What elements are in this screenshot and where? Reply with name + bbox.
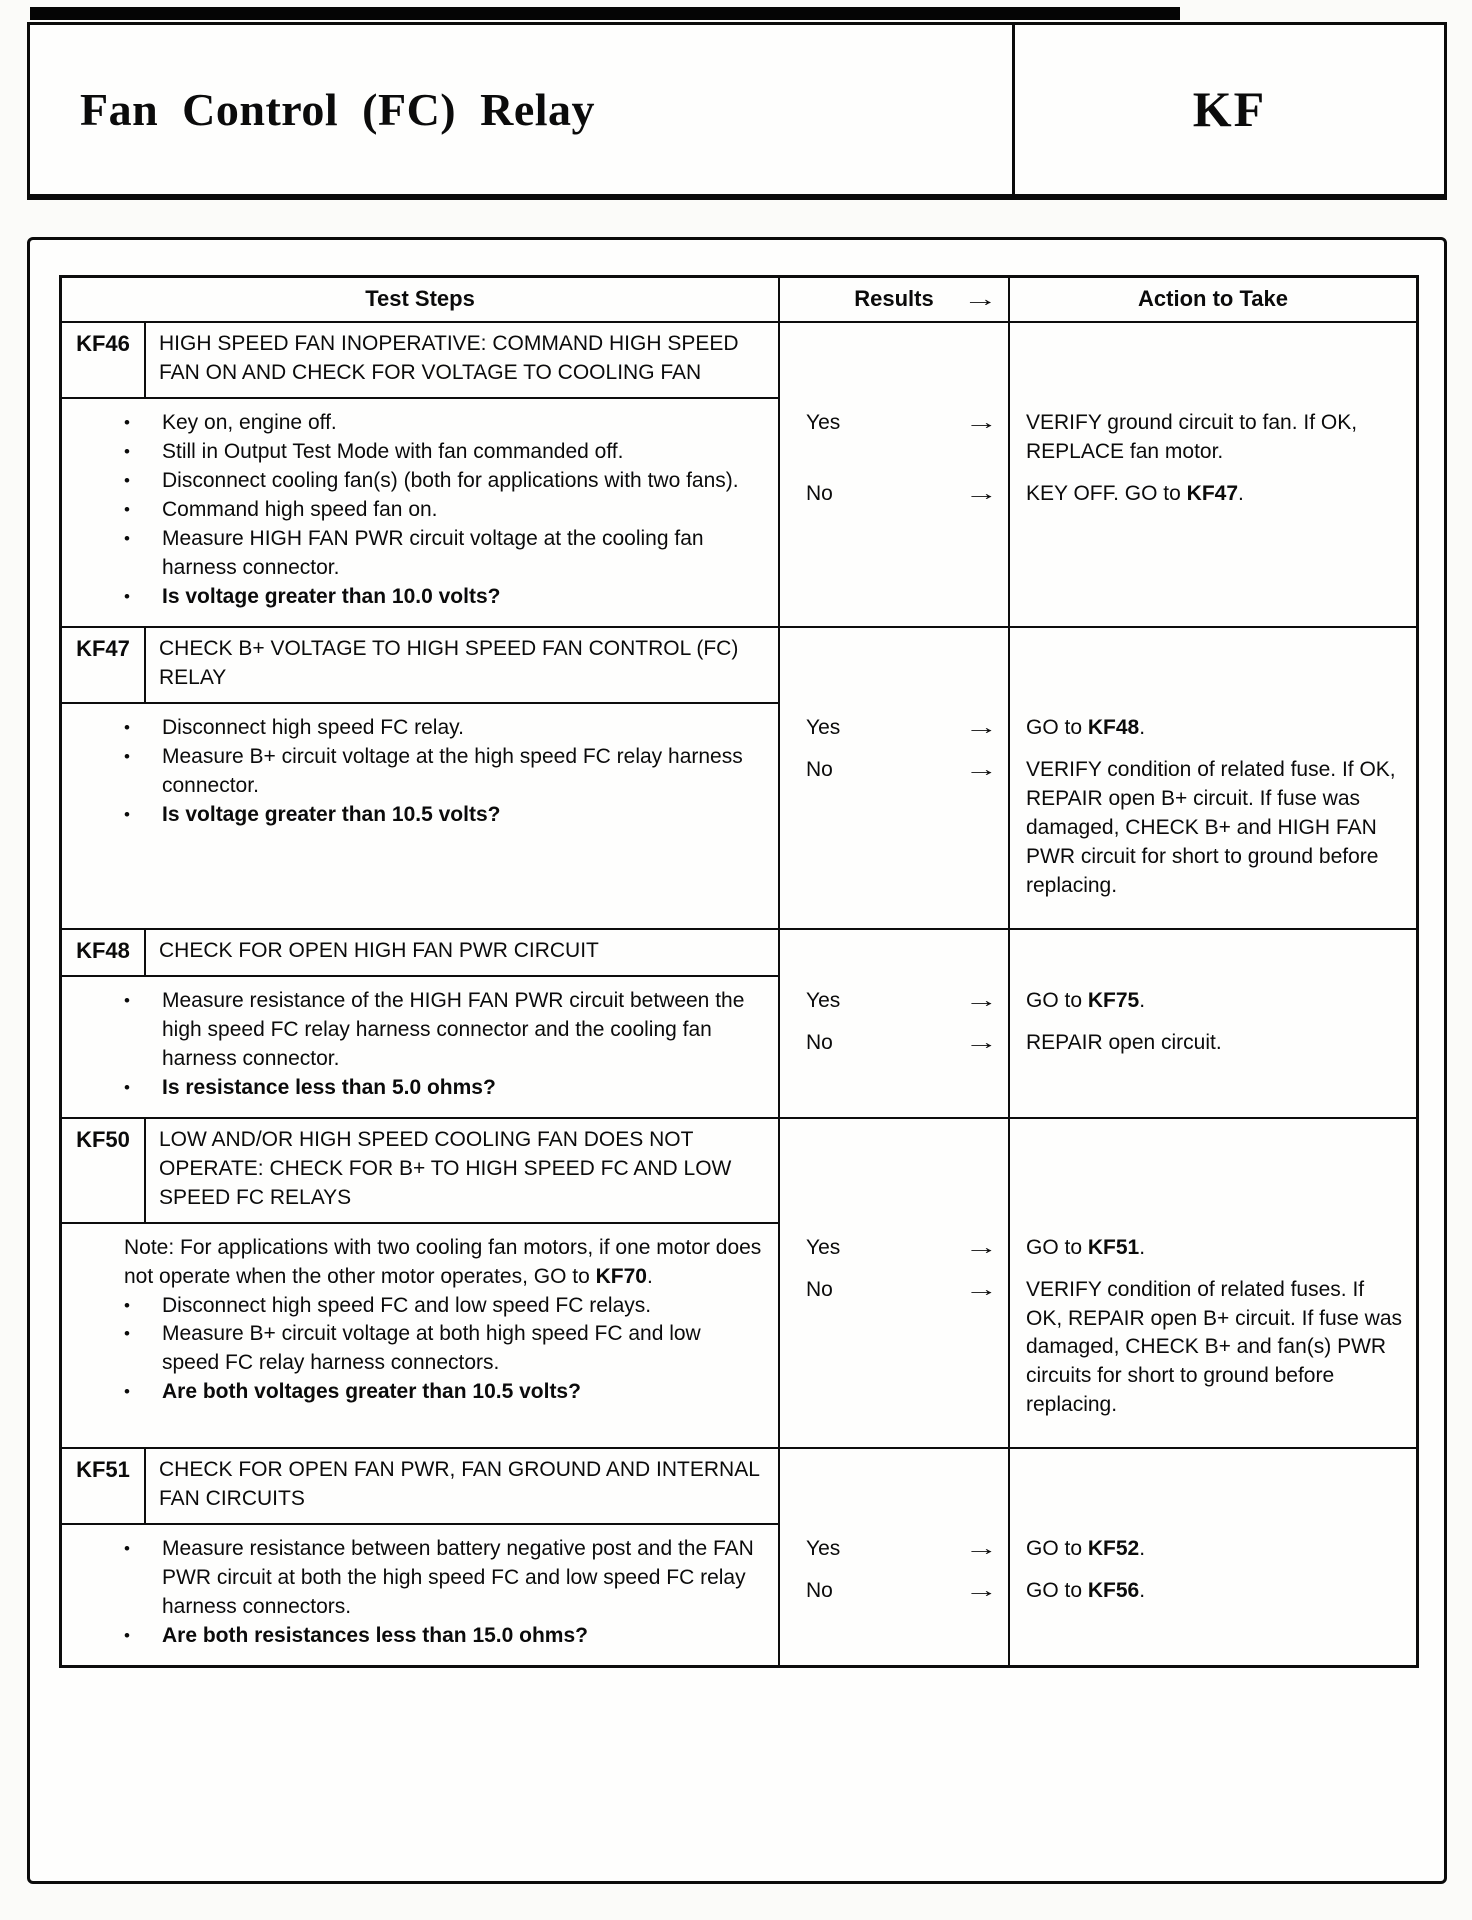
- outcome-row: [780, 987, 1416, 1016]
- text-segment: GO to: [1026, 1537, 1088, 1561]
- step-outcomes: [780, 977, 1416, 1117]
- text-segment: .: [1139, 716, 1146, 740]
- step-id: KF51: [62, 1449, 146, 1523]
- document-header: [27, 22, 1447, 200]
- bullet-icon: •: [124, 413, 130, 433]
- outcome-row: [780, 409, 1416, 467]
- result-arrow-icon: →: [964, 1277, 998, 1301]
- column-header-action: Action to Take: [1138, 286, 1288, 311]
- test-step-kf48: [62, 930, 1416, 1119]
- result-arrow-icon: →: [964, 1579, 998, 1603]
- outcome-row: [780, 1029, 1416, 1058]
- result-answer: Yes: [806, 411, 841, 435]
- result-arrow-icon: →: [964, 1030, 998, 1054]
- column-header-test-steps: Test Steps: [62, 278, 780, 321]
- action-cell: [1010, 714, 1416, 743]
- text-segment: GO to: [1026, 1579, 1088, 1603]
- action-cell: [1010, 1234, 1416, 1263]
- result-answer: Yes: [806, 1235, 841, 1259]
- text-segment: .: [1139, 1235, 1146, 1259]
- procedure-text: Still in Output Test Mode with fan commanded off.: [162, 440, 624, 464]
- procedure-text: Command high speed fan on.: [162, 498, 438, 522]
- text-segment: .: [1139, 1537, 1146, 1561]
- result-cell: [780, 409, 1010, 467]
- result-cell: [780, 756, 1010, 901]
- text-segment: VERIFY condition of related fuse. If OK, REPAIR open B+ circuit. If fuse was damaged, CHECK B+ and HIGH FAN PWR circuit for short to ground before replacing.: [1026, 757, 1396, 897]
- result-answer: No: [806, 1030, 833, 1054]
- procedure-text: Key on, engine off.: [162, 411, 337, 435]
- outcome-row: [780, 714, 1416, 743]
- bullet-icon: •: [124, 500, 130, 520]
- result-cell: [780, 1029, 1010, 1058]
- procedure-item: [124, 987, 762, 1074]
- bullet-icon: •: [124, 1295, 130, 1315]
- step-title-row: [62, 323, 780, 399]
- step-title-row: [62, 1119, 780, 1224]
- procedure-item: [124, 525, 762, 583]
- text-segment: KF51: [1087, 1235, 1140, 1259]
- procedure-item: [124, 743, 762, 801]
- text-segment: KF47: [1186, 482, 1239, 506]
- action-cell: [1010, 1577, 1416, 1606]
- test-step-kf46: [62, 323, 1416, 628]
- action-cell: [1010, 987, 1416, 1016]
- procedure-text: Measure resistance of the HIGH FAN PWR circuit between the high speed FC relay harness connector and the cooling fan harness connector.: [162, 988, 745, 1070]
- result-arrow-icon: →: [964, 988, 998, 1012]
- step-procedure: [62, 704, 780, 928]
- test-step-kf50: [62, 1119, 1416, 1450]
- diagnostic-table: [59, 275, 1419, 1668]
- step-procedure: [62, 1525, 780, 1665]
- results-arrow-icon: →: [962, 286, 998, 311]
- procedure-item: [124, 1074, 762, 1103]
- outcome-row: [780, 1535, 1416, 1564]
- text-segment: KF56: [1087, 1579, 1140, 1603]
- step-title: CHECK FOR OPEN HIGH FAN PWR CIRCUIT: [159, 938, 599, 962]
- procedure-text: Disconnect cooling fan(s) (both for applications with two fans).: [162, 469, 739, 493]
- result-answer: No: [806, 482, 833, 506]
- test-step-kf51: [62, 1449, 1416, 1665]
- bullet-icon: •: [124, 746, 130, 766]
- outcome-row: [780, 1234, 1416, 1263]
- result-arrow-icon: →: [964, 482, 998, 506]
- step-note: [124, 1234, 762, 1292]
- procedure-text: Is resistance less than 5.0 ohms?: [162, 1075, 496, 1099]
- document-title: Fan Control (FC) Relay: [80, 83, 596, 135]
- outcome-row: [780, 480, 1416, 509]
- procedure-text: Is voltage greater than 10.0 volts?: [162, 585, 501, 609]
- section-code-cell: [1015, 25, 1444, 194]
- section-code: KF: [1192, 81, 1267, 137]
- result-cell: [780, 1535, 1010, 1564]
- step-id: KF46: [62, 323, 146, 397]
- text-segment: VERIFY condition of related fuses. If OK, REPAIR open B+ circuit. If fuse was damaged, CHECK B+ and fan(s) PWR circuits for short to ground before replacing.: [1026, 1277, 1403, 1417]
- outcome-row: [780, 1276, 1416, 1421]
- column-header-results-label: Results: [854, 286, 934, 311]
- bullet-icon: •: [124, 1626, 130, 1646]
- procedure-item: [124, 438, 762, 467]
- bullet-icon: •: [124, 804, 130, 824]
- step-title-row: [62, 1449, 780, 1525]
- procedure-item: [124, 1320, 762, 1378]
- bullet-icon: •: [124, 1077, 130, 1097]
- text-segment: REPAIR open circuit.: [1026, 1030, 1222, 1054]
- result-cell: [780, 1234, 1010, 1263]
- column-header-results: [780, 278, 1010, 321]
- bullet-icon: •: [124, 442, 130, 462]
- step-outcomes: [780, 1525, 1416, 1665]
- bullet-icon: •: [124, 990, 130, 1010]
- text-segment: .: [1139, 988, 1146, 1012]
- pinpoint-test-box: [27, 237, 1447, 1884]
- step-title: CHECK B+ VOLTAGE TO HIGH SPEED FAN CONTROL (FC) RELAY: [159, 637, 739, 690]
- procedure-text: Measure B+ circuit voltage at the high speed FC relay harness connector.: [162, 744, 743, 797]
- procedure-text: Disconnect high speed FC relay.: [162, 716, 464, 740]
- result-answer: No: [806, 1277, 833, 1301]
- text-segment: VERIFY ground circuit to fan. If OK, REPLACE fan motor.: [1026, 411, 1358, 464]
- result-arrow-icon: →: [964, 757, 998, 781]
- procedure-item: [124, 1535, 762, 1622]
- text-segment: .: [1238, 482, 1244, 506]
- step-procedure: [62, 1224, 780, 1448]
- result-arrow-icon: →: [964, 716, 998, 740]
- step-title-row: [62, 930, 780, 977]
- bullet-icon: •: [124, 1324, 130, 1344]
- procedure-item: [124, 801, 762, 830]
- text-segment: Note: For applications with two cooling fan motors, if one motor does not operate when the other motor operates, GO to: [124, 1235, 762, 1288]
- step-id: KF50: [62, 1119, 146, 1222]
- procedure-item: [124, 496, 762, 525]
- result-cell: [780, 714, 1010, 743]
- text-segment: KF52: [1087, 1537, 1140, 1561]
- procedure-text: Are both resistances less than 15.0 ohms?: [162, 1624, 588, 1648]
- step-title: LOW AND/OR HIGH SPEED COOLING FAN DOES NOT OPERATE: CHECK FOR B+ TO HIGH SPEED FC AND LOW SPEED FC RELAYS: [159, 1127, 732, 1209]
- result-cell: [780, 1577, 1010, 1606]
- step-outcomes: [780, 704, 1416, 928]
- result-answer: Yes: [806, 988, 841, 1012]
- page-top-edge-bar: [30, 7, 1180, 20]
- action-cell: [1010, 480, 1416, 509]
- result-answer: No: [806, 1579, 833, 1603]
- procedure-item: [124, 409, 762, 438]
- bullet-icon: •: [124, 529, 130, 549]
- text-segment: .: [1139, 1579, 1146, 1603]
- bullet-icon: •: [124, 1539, 130, 1559]
- step-procedure: [62, 399, 780, 626]
- result-answer: Yes: [806, 716, 841, 740]
- result-arrow-icon: →: [964, 1235, 998, 1259]
- step-procedure: [62, 977, 780, 1117]
- action-cell: [1010, 756, 1416, 901]
- result-arrow-icon: →: [964, 411, 998, 435]
- procedure-item: [124, 1378, 762, 1407]
- bullet-icon: •: [124, 587, 130, 607]
- bullet-icon: •: [124, 471, 130, 491]
- result-answer: No: [806, 757, 833, 781]
- test-step-kf47: [62, 628, 1416, 930]
- procedure-text: Disconnect high speed FC and low speed FC relays.: [162, 1293, 652, 1317]
- action-cell: [1010, 409, 1416, 467]
- procedure-text: Is voltage greater than 10.5 volts?: [162, 802, 501, 826]
- text-segment: KEY OFF. GO to: [1026, 482, 1187, 506]
- procedure-item: [124, 714, 762, 743]
- outcome-row: [780, 1577, 1416, 1606]
- text-segment: GO to: [1026, 1235, 1088, 1259]
- text-segment: KF75: [1087, 988, 1140, 1012]
- procedure-item: [124, 1292, 762, 1321]
- step-outcomes: [780, 399, 1416, 626]
- action-cell: [1010, 1029, 1416, 1058]
- result-arrow-icon: →: [964, 1537, 998, 1561]
- procedure-text: Are both voltages greater than 10.5 volts?: [162, 1380, 581, 1404]
- procedure-text: Measure resistance between battery negative post and the FAN PWR circuit at both the high speed FC and low speed FC relay harness connectors.: [162, 1537, 754, 1619]
- text-segment: KF70: [595, 1264, 647, 1288]
- text-segment: GO to: [1026, 988, 1088, 1012]
- text-segment: .: [646, 1264, 653, 1288]
- procedure-item: [124, 467, 762, 496]
- step-title: HIGH SPEED FAN INOPERATIVE: COMMAND HIGH SPEED FAN ON AND CHECK FOR VOLTAGE TO COOLING FAN: [159, 332, 739, 385]
- procedure-text: Measure HIGH FAN PWR circuit voltage at the cooling fan harness connector.: [162, 527, 704, 580]
- result-answer: Yes: [806, 1537, 841, 1561]
- bullet-icon: •: [124, 718, 130, 738]
- steps-container: [62, 323, 1416, 1665]
- step-id: KF47: [62, 628, 146, 702]
- step-title: CHECK FOR OPEN FAN PWR, FAN GROUND AND INTERNAL FAN CIRCUITS: [159, 1458, 760, 1511]
- action-cell: [1010, 1276, 1416, 1421]
- document-title-cell: [30, 25, 1015, 194]
- result-cell: [780, 480, 1010, 509]
- text-segment: KF48: [1087, 716, 1140, 740]
- outcome-row: [780, 756, 1416, 901]
- table-header-row: [62, 278, 1416, 323]
- procedure-text: Measure B+ circuit voltage at both high speed FC and low speed FC relay harness connectors.: [162, 1322, 701, 1375]
- action-cell: [1010, 1535, 1416, 1564]
- bullet-icon: •: [124, 1382, 130, 1402]
- result-cell: [780, 987, 1010, 1016]
- step-outcomes: [780, 1224, 1416, 1448]
- step-title-row: [62, 628, 780, 704]
- procedure-item: [124, 583, 762, 612]
- result-cell: [780, 1276, 1010, 1421]
- step-id: KF48: [62, 930, 146, 975]
- procedure-item: [124, 1622, 762, 1651]
- text-segment: GO to: [1026, 716, 1088, 740]
